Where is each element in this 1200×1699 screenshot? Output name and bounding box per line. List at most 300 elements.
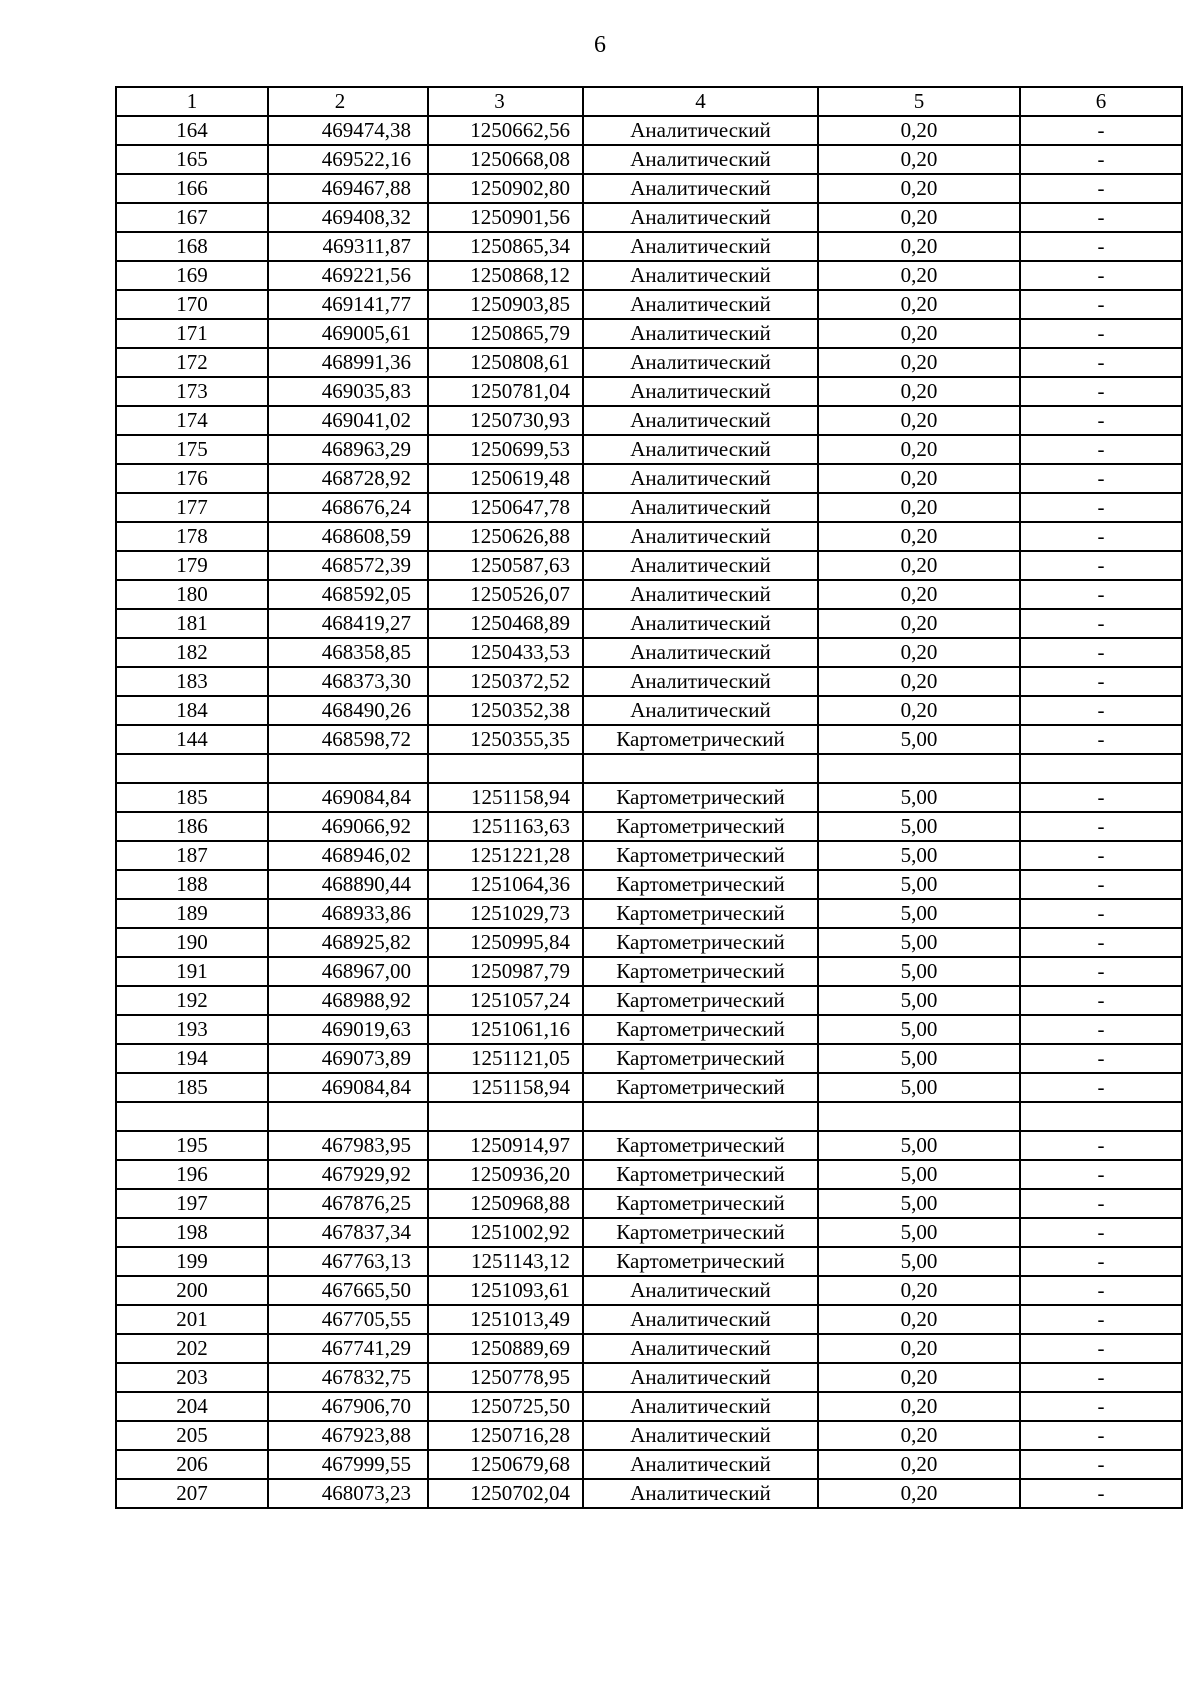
method-cell: Аналитический xyxy=(583,174,818,203)
accuracy-cell: 0,20 xyxy=(818,377,1020,406)
note-cell: - xyxy=(1020,1218,1182,1247)
note-cell: - xyxy=(1020,1363,1182,1392)
table-row xyxy=(116,1131,1182,1160)
method-cell: Картометрический xyxy=(583,1247,818,1276)
note-cell: - xyxy=(1020,493,1182,522)
method-cell: Аналитический xyxy=(583,203,818,232)
point-number-cell: 176 xyxy=(116,464,268,493)
method-cell: Аналитический xyxy=(583,696,818,725)
point-number-cell xyxy=(116,754,268,783)
accuracy-cell: 5,00 xyxy=(818,899,1020,928)
point-number-cell: 196 xyxy=(116,1160,268,1189)
point-number-cell: 201 xyxy=(116,1305,268,1334)
point-number-cell: 207 xyxy=(116,1479,268,1508)
note-cell: - xyxy=(1020,1189,1182,1218)
point-number-cell: 205 xyxy=(116,1421,268,1450)
point-number-cell: 198 xyxy=(116,1218,268,1247)
table-row xyxy=(116,290,1182,319)
note-cell: - xyxy=(1020,261,1182,290)
x-coordinate-cell: 468592,05 xyxy=(268,580,428,609)
method-cell: Картометрический xyxy=(583,1131,818,1160)
point-number-cell: 202 xyxy=(116,1334,268,1363)
point-number-cell: 197 xyxy=(116,1189,268,1218)
x-coordinate-cell: 467929,92 xyxy=(268,1160,428,1189)
y-coordinate-cell: 1250868,12 xyxy=(428,261,583,290)
point-number-cell: 192 xyxy=(116,986,268,1015)
table-row xyxy=(116,696,1182,725)
accuracy-cell: 5,00 xyxy=(818,841,1020,870)
accuracy-cell: 5,00 xyxy=(818,812,1020,841)
method-cell: Картометрический xyxy=(583,870,818,899)
note-cell: - xyxy=(1020,696,1182,725)
y-coordinate-cell: 1250679,68 xyxy=(428,1450,583,1479)
point-number-cell: 203 xyxy=(116,1363,268,1392)
x-coordinate-cell: 468676,24 xyxy=(268,493,428,522)
y-coordinate-cell: 1250914,97 xyxy=(428,1131,583,1160)
y-coordinate-cell: 1250903,85 xyxy=(428,290,583,319)
accuracy-cell: 5,00 xyxy=(818,1131,1020,1160)
method-cell: Картометрический xyxy=(583,725,818,754)
accuracy-cell: 0,20 xyxy=(818,464,1020,493)
x-coordinate-cell: 469408,32 xyxy=(268,203,428,232)
method-cell: Аналитический xyxy=(583,145,818,174)
point-number-cell: 189 xyxy=(116,899,268,928)
accuracy-cell: 5,00 xyxy=(818,1160,1020,1189)
table-header-row xyxy=(116,87,1182,116)
note-cell: - xyxy=(1020,928,1182,957)
table-row xyxy=(116,1189,1182,1218)
note-cell: - xyxy=(1020,1131,1182,1160)
y-coordinate-cell: 1251013,49 xyxy=(428,1305,583,1334)
note-cell: - xyxy=(1020,1044,1182,1073)
x-coordinate-cell: 468988,92 xyxy=(268,986,428,1015)
accuracy-cell: 0,20 xyxy=(818,203,1020,232)
point-number-cell: 170 xyxy=(116,290,268,319)
accuracy-cell: 0,20 xyxy=(818,580,1020,609)
note-cell: - xyxy=(1020,1392,1182,1421)
y-coordinate-cell: 1251093,61 xyxy=(428,1276,583,1305)
x-coordinate-cell: 469035,83 xyxy=(268,377,428,406)
column-header: 3 xyxy=(428,87,583,116)
x-coordinate-cell: 468728,92 xyxy=(268,464,428,493)
table-row xyxy=(116,1276,1182,1305)
point-number-cell: 191 xyxy=(116,957,268,986)
y-coordinate-cell: 1250865,34 xyxy=(428,232,583,261)
note-cell: - xyxy=(1020,1015,1182,1044)
y-coordinate-cell: 1251061,16 xyxy=(428,1015,583,1044)
x-coordinate-cell: 468419,27 xyxy=(268,609,428,638)
method-cell: Аналитический xyxy=(583,638,818,667)
table-row xyxy=(116,1247,1182,1276)
table-body xyxy=(116,116,1182,1508)
table-row xyxy=(116,580,1182,609)
table-row xyxy=(116,261,1182,290)
method-cell: Аналитический xyxy=(583,116,818,145)
page-number: 6 xyxy=(594,32,606,58)
note-cell: - xyxy=(1020,522,1182,551)
note-cell: - xyxy=(1020,1479,1182,1508)
x-coordinate-cell: 467923,88 xyxy=(268,1421,428,1450)
y-coordinate-cell: 1250716,28 xyxy=(428,1421,583,1450)
y-coordinate-cell: 1250968,88 xyxy=(428,1189,583,1218)
method-cell: Аналитический xyxy=(583,1421,818,1450)
y-coordinate-cell: 1251143,12 xyxy=(428,1247,583,1276)
note-cell: - xyxy=(1020,725,1182,754)
note-cell: - xyxy=(1020,1073,1182,1102)
table-row xyxy=(116,1102,1182,1131)
x-coordinate-cell: 468963,29 xyxy=(268,435,428,464)
x-coordinate-cell: 467999,55 xyxy=(268,1450,428,1479)
table-row xyxy=(116,1160,1182,1189)
method-cell: Аналитический xyxy=(583,1392,818,1421)
table-row xyxy=(116,1479,1182,1508)
note-cell: - xyxy=(1020,1421,1182,1450)
accuracy-cell: 0,20 xyxy=(818,1276,1020,1305)
method-cell: Аналитический xyxy=(583,261,818,290)
table-row xyxy=(116,1015,1182,1044)
y-coordinate-cell: 1251002,92 xyxy=(428,1218,583,1247)
table-row xyxy=(116,232,1182,261)
accuracy-cell: 5,00 xyxy=(818,986,1020,1015)
point-number-cell: 206 xyxy=(116,1450,268,1479)
accuracy-cell: 5,00 xyxy=(818,1218,1020,1247)
table-row xyxy=(116,348,1182,377)
note-cell: - xyxy=(1020,1334,1182,1363)
y-coordinate-cell: 1250725,50 xyxy=(428,1392,583,1421)
accuracy-cell: 0,20 xyxy=(818,551,1020,580)
method-cell xyxy=(583,754,818,783)
note-cell: - xyxy=(1020,203,1182,232)
y-coordinate-cell: 1250987,79 xyxy=(428,957,583,986)
point-number-cell: 164 xyxy=(116,116,268,145)
note-cell: - xyxy=(1020,899,1182,928)
point-number-cell: 178 xyxy=(116,522,268,551)
y-coordinate-cell: 1250526,07 xyxy=(428,580,583,609)
note-cell: - xyxy=(1020,1450,1182,1479)
table-row xyxy=(116,174,1182,203)
x-coordinate-cell: 469311,87 xyxy=(268,232,428,261)
x-coordinate-cell: 468890,44 xyxy=(268,870,428,899)
column-header: 6 xyxy=(1020,87,1182,116)
x-coordinate-cell: 468925,82 xyxy=(268,928,428,957)
x-coordinate-cell: 467763,13 xyxy=(268,1247,428,1276)
point-number-cell: 199 xyxy=(116,1247,268,1276)
column-header: 5 xyxy=(818,87,1020,116)
point-number-cell: 185 xyxy=(116,783,268,812)
y-coordinate-cell: 1251029,73 xyxy=(428,899,583,928)
point-number-cell: 188 xyxy=(116,870,268,899)
table-row xyxy=(116,1450,1182,1479)
y-coordinate-cell: 1250865,79 xyxy=(428,319,583,348)
x-coordinate-cell: 468373,30 xyxy=(268,667,428,696)
method-cell xyxy=(583,1102,818,1131)
table-row xyxy=(116,928,1182,957)
table-row xyxy=(116,812,1182,841)
accuracy-cell: 0,20 xyxy=(818,1305,1020,1334)
x-coordinate-cell: 468572,39 xyxy=(268,551,428,580)
accuracy-cell: 5,00 xyxy=(818,1247,1020,1276)
method-cell: Аналитический xyxy=(583,1276,818,1305)
y-coordinate-cell: 1250626,88 xyxy=(428,522,583,551)
y-coordinate-cell: 1250468,89 xyxy=(428,609,583,638)
table-row xyxy=(116,1305,1182,1334)
point-number-cell: 186 xyxy=(116,812,268,841)
x-coordinate-cell: 469221,56 xyxy=(268,261,428,290)
note-cell: - xyxy=(1020,551,1182,580)
table-row xyxy=(116,1334,1182,1363)
y-coordinate-cell: 1250902,80 xyxy=(428,174,583,203)
x-coordinate-cell: 468598,72 xyxy=(268,725,428,754)
note-cell: - xyxy=(1020,145,1182,174)
accuracy-cell: 0,20 xyxy=(818,1479,1020,1508)
accuracy-cell xyxy=(818,754,1020,783)
note-cell: - xyxy=(1020,1160,1182,1189)
method-cell: Аналитический xyxy=(583,1305,818,1334)
x-coordinate-cell: 467983,95 xyxy=(268,1131,428,1160)
y-coordinate-cell xyxy=(428,754,583,783)
note-cell: - xyxy=(1020,1305,1182,1334)
table-row xyxy=(116,638,1182,667)
x-coordinate-cell: 469073,89 xyxy=(268,1044,428,1073)
x-coordinate-cell: 469467,88 xyxy=(268,174,428,203)
y-coordinate-cell: 1250901,56 xyxy=(428,203,583,232)
accuracy-cell: 5,00 xyxy=(818,1189,1020,1218)
point-number-cell: 182 xyxy=(116,638,268,667)
accuracy-cell: 5,00 xyxy=(818,957,1020,986)
note-cell: - xyxy=(1020,406,1182,435)
table-row xyxy=(116,464,1182,493)
point-number-cell: 171 xyxy=(116,319,268,348)
accuracy-cell: 0,20 xyxy=(818,174,1020,203)
point-number-cell: 166 xyxy=(116,174,268,203)
y-coordinate-cell: 1250702,04 xyxy=(428,1479,583,1508)
note-cell: - xyxy=(1020,435,1182,464)
y-coordinate-cell: 1250668,08 xyxy=(428,145,583,174)
note-cell: - xyxy=(1020,580,1182,609)
table-row xyxy=(116,986,1182,1015)
accuracy-cell: 0,20 xyxy=(818,406,1020,435)
y-coordinate-cell: 1250372,52 xyxy=(428,667,583,696)
note-cell: - xyxy=(1020,377,1182,406)
point-number-cell: 183 xyxy=(116,667,268,696)
x-coordinate-cell: 469474,38 xyxy=(268,116,428,145)
method-cell: Аналитический xyxy=(583,406,818,435)
x-coordinate-cell: 467876,25 xyxy=(268,1189,428,1218)
point-number-cell: 194 xyxy=(116,1044,268,1073)
accuracy-cell: 0,20 xyxy=(818,1450,1020,1479)
table-row xyxy=(116,1363,1182,1392)
point-number-cell: 190 xyxy=(116,928,268,957)
point-number-cell: 180 xyxy=(116,580,268,609)
accuracy-cell: 0,20 xyxy=(818,116,1020,145)
accuracy-cell: 0,20 xyxy=(818,1334,1020,1363)
method-cell: Картометрический xyxy=(583,1073,818,1102)
point-number-cell: 179 xyxy=(116,551,268,580)
method-cell: Картометрический xyxy=(583,1015,818,1044)
y-coordinate-cell: 1250778,95 xyxy=(428,1363,583,1392)
accuracy-cell: 0,20 xyxy=(818,609,1020,638)
method-cell: Картометрический xyxy=(583,957,818,986)
point-number-cell: 165 xyxy=(116,145,268,174)
x-coordinate-cell: 468991,36 xyxy=(268,348,428,377)
point-number-cell: 174 xyxy=(116,406,268,435)
table-row xyxy=(116,116,1182,145)
point-number-cell: 169 xyxy=(116,261,268,290)
method-cell: Аналитический xyxy=(583,319,818,348)
column-header: 2 xyxy=(268,87,428,116)
y-coordinate-cell: 1251158,94 xyxy=(428,1073,583,1102)
method-cell: Картометрический xyxy=(583,1044,818,1073)
method-cell: Аналитический xyxy=(583,290,818,319)
y-coordinate-cell: 1251057,24 xyxy=(428,986,583,1015)
note-cell: - xyxy=(1020,1276,1182,1305)
method-cell: Аналитический xyxy=(583,667,818,696)
x-coordinate-cell: 468608,59 xyxy=(268,522,428,551)
accuracy-cell: 0,20 xyxy=(818,261,1020,290)
point-number-cell: 184 xyxy=(116,696,268,725)
point-number-cell: 175 xyxy=(116,435,268,464)
x-coordinate-cell: 467906,70 xyxy=(268,1392,428,1421)
accuracy-cell: 0,20 xyxy=(818,319,1020,348)
x-coordinate-cell: 468358,85 xyxy=(268,638,428,667)
method-cell: Картометрический xyxy=(583,783,818,812)
method-cell: Картометрический xyxy=(583,1218,818,1247)
y-coordinate-cell: 1250587,63 xyxy=(428,551,583,580)
accuracy-cell: 5,00 xyxy=(818,870,1020,899)
accuracy-cell: 0,20 xyxy=(818,638,1020,667)
note-cell: - xyxy=(1020,870,1182,899)
table-row xyxy=(116,899,1182,928)
table-row xyxy=(116,1073,1182,1102)
point-number-cell: 173 xyxy=(116,377,268,406)
method-cell: Аналитический xyxy=(583,348,818,377)
method-cell: Аналитический xyxy=(583,551,818,580)
accuracy-cell: 0,20 xyxy=(818,493,1020,522)
accuracy-cell: 0,20 xyxy=(818,348,1020,377)
y-coordinate-cell: 1250619,48 xyxy=(428,464,583,493)
table-row xyxy=(116,754,1182,783)
note-cell: - xyxy=(1020,232,1182,261)
table-row xyxy=(116,203,1182,232)
x-coordinate-cell: 468490,26 xyxy=(268,696,428,725)
note-cell: - xyxy=(1020,986,1182,1015)
y-coordinate-cell: 1251221,28 xyxy=(428,841,583,870)
x-coordinate-cell: 469141,77 xyxy=(268,290,428,319)
point-number-cell: 200 xyxy=(116,1276,268,1305)
table-row xyxy=(116,551,1182,580)
accuracy-cell: 0,20 xyxy=(818,290,1020,319)
point-number-cell: 181 xyxy=(116,609,268,638)
method-cell: Аналитический xyxy=(583,493,818,522)
y-coordinate-cell: 1250730,93 xyxy=(428,406,583,435)
method-cell: Аналитический xyxy=(583,1479,818,1508)
point-number-cell: 168 xyxy=(116,232,268,261)
note-cell: - xyxy=(1020,841,1182,870)
note-cell: - xyxy=(1020,174,1182,203)
method-cell: Аналитический xyxy=(583,1363,818,1392)
accuracy-cell: 0,20 xyxy=(818,1363,1020,1392)
y-coordinate-cell: 1250699,53 xyxy=(428,435,583,464)
accuracy-cell: 5,00 xyxy=(818,783,1020,812)
y-coordinate-cell: 1250355,35 xyxy=(428,725,583,754)
method-cell: Картометрический xyxy=(583,986,818,1015)
y-coordinate-cell: 1250433,53 xyxy=(428,638,583,667)
x-coordinate-cell xyxy=(268,1102,428,1131)
accuracy-cell: 5,00 xyxy=(818,1044,1020,1073)
point-number-cell: 204 xyxy=(116,1392,268,1421)
note-cell: - xyxy=(1020,638,1182,667)
method-cell: Аналитический xyxy=(583,580,818,609)
y-coordinate-cell: 1250647,78 xyxy=(428,493,583,522)
point-number-cell: 185 xyxy=(116,1073,268,1102)
method-cell: Картометрический xyxy=(583,899,818,928)
y-coordinate-cell: 1251064,36 xyxy=(428,870,583,899)
y-coordinate-cell: 1251163,63 xyxy=(428,812,583,841)
table-row xyxy=(116,783,1182,812)
x-coordinate-cell xyxy=(268,754,428,783)
method-cell: Картометрический xyxy=(583,812,818,841)
note-cell: - xyxy=(1020,1247,1182,1276)
method-cell: Аналитический xyxy=(583,377,818,406)
table-row xyxy=(116,725,1182,754)
note-cell: - xyxy=(1020,957,1182,986)
table-row xyxy=(116,493,1182,522)
y-coordinate-cell: 1251158,94 xyxy=(428,783,583,812)
table-row xyxy=(116,145,1182,174)
x-coordinate-cell: 469041,02 xyxy=(268,406,428,435)
accuracy-cell: 5,00 xyxy=(818,1015,1020,1044)
accuracy-cell: 0,20 xyxy=(818,1392,1020,1421)
table-row xyxy=(116,667,1182,696)
point-number-cell xyxy=(116,1102,268,1131)
method-cell: Аналитический xyxy=(583,1450,818,1479)
accuracy-cell: 0,20 xyxy=(818,435,1020,464)
accuracy-cell: 5,00 xyxy=(818,725,1020,754)
method-cell: Аналитический xyxy=(583,1334,818,1363)
y-coordinate-cell: 1250808,61 xyxy=(428,348,583,377)
method-cell: Картометрический xyxy=(583,841,818,870)
table-row xyxy=(116,1421,1182,1450)
table-row xyxy=(116,522,1182,551)
accuracy-cell: 5,00 xyxy=(818,1073,1020,1102)
coordinates-table xyxy=(115,86,1183,1509)
x-coordinate-cell: 469522,16 xyxy=(268,145,428,174)
note-cell xyxy=(1020,754,1182,783)
accuracy-cell: 0,20 xyxy=(818,1421,1020,1450)
y-coordinate-cell xyxy=(428,1102,583,1131)
point-number-cell: 172 xyxy=(116,348,268,377)
method-cell: Аналитический xyxy=(583,609,818,638)
accuracy-cell: 0,20 xyxy=(818,232,1020,261)
y-coordinate-cell: 1250995,84 xyxy=(428,928,583,957)
x-coordinate-cell: 468967,00 xyxy=(268,957,428,986)
method-cell: Картометрический xyxy=(583,1189,818,1218)
point-number-cell: 193 xyxy=(116,1015,268,1044)
method-cell: Аналитический xyxy=(583,464,818,493)
table-row xyxy=(116,377,1182,406)
column-header: 4 xyxy=(583,87,818,116)
point-number-cell: 177 xyxy=(116,493,268,522)
x-coordinate-cell: 467665,50 xyxy=(268,1276,428,1305)
note-cell: - xyxy=(1020,783,1182,812)
note-cell xyxy=(1020,1102,1182,1131)
y-coordinate-cell: 1250781,04 xyxy=(428,377,583,406)
x-coordinate-cell: 467832,75 xyxy=(268,1363,428,1392)
table-row xyxy=(116,1044,1182,1073)
y-coordinate-cell: 1250662,56 xyxy=(428,116,583,145)
method-cell: Картометрический xyxy=(583,1160,818,1189)
accuracy-cell xyxy=(818,1102,1020,1131)
